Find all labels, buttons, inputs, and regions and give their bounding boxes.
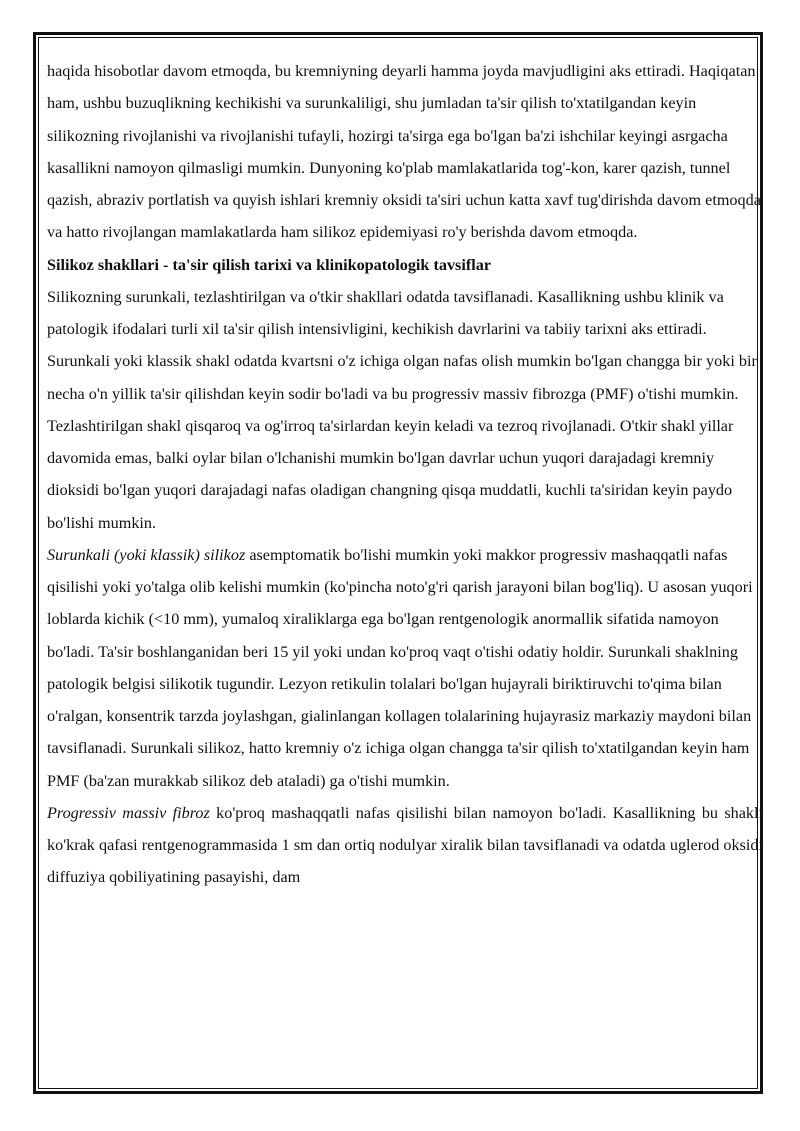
- paragraph-4-text: ko'proq mashaqqatli nafas qisilishi bilan namoyon bo'ladi. Kasallikning bu shakli ko'krak qafasi rentgenogrammasida 1 sm dan ortiq nodulyar xiralik bilan tavsiflanadi va odatda uglerod oksidi diffuziya qobiliyatining pasayishi, dam: [47, 803, 763, 887]
- document-body: [47, 55, 763, 894]
- paragraph-4: [47, 797, 763, 894]
- section-heading: Silikoz shakllari - ta'sir qilish tarixi va klinikopatologik tavsiflar: [47, 255, 492, 274]
- paragraph-3: [47, 539, 763, 797]
- paragraph-2: Silikozning surunkali, tezlashtirilgan va o'tkir shakllari odatda tavsiflanadi. Kasallikning ushbu klinik va patologik ifodalari turli xil ta'sir qilish intensivligini, kechikish davrlarini va tabiiy tarixni aks ettiradi. Surunkali yoki klassik shakl odatda kvartsni o'z ichiga olgan nafas olish mumkin bo'lgan changga bir yoki bir necha o'n yillik ta'sir qilishdan keyin sodir bo'ladi va bu progressiv massiv fibrozga (PMF) o'tishi mumkin. Tezlashtirilgan shakl qisqaroq va og'irroq ta'sirlardan keyin keladi va tezroq rivojlanadi. O'tkir shakl yillar davomida emas, balki oylar bilan o'lchanishi mumkin bo'lgan davrlar uchun yuqori darajadagi kremniy dioksidi bo'lgan yuqori darajadagi nafas oladigan changning qisqa muddatli, kuchli ta'siridan keyin paydo bo'lishi mumkin.: [47, 287, 757, 532]
- paragraph-1: haqida hisobotlar davom etmoqda, bu kremniyning deyarli hamma joyda mavjudligini aks ettiradi. Haqiqatan ham, ushbu buzuqlikning kechikishi va surunkaliligi, shu jumladan ta'sir qilish to'xtatilgandan keyin silikozning rivojlanishi va rivojlanishi tufayli, hozirgi ta'sirga ega bo'lgan ba'zi ishchilar keyingi asrgacha kasallikni namoyon qilmasligi mumkin. Dunyoning ko'plab mamlakatlarida tog'-kon, karer qazish, tunnel qazish, abraziv portlatish va quyish ishlari kremniy oksidi ta'siri uchun katta xavf tug'dirishda davom etmoqda va hatto rivojlangan mamlakatlarda ham silikoz epidemiyasi ro'y berishda davom etmoqda.: [47, 62, 761, 242]
- paragraph-3-term: Surunkali (yoki klassik) silikoz: [47, 545, 246, 564]
- paragraph-4-term: Progressiv massiv fibroz: [47, 803, 210, 822]
- paragraph-3-text: asemptomatik bo'lishi mumkin yoki makkor progressiv mashaqqatli nafas qisilishi yoki yo'talga olib kelishi mumkin (ko'pincha noto'g'ri qarish jarayoni bilan bog'liq). U asosan yuqori loblarda kichik (<10 mm), yumaloq xiraliklarga ega bo'lgan rentgenologik anormallik sifatida namoyon bo'ladi. Ta'sir boshlanganidan beri 15 yil yoki undan ko'proq vaqt o'tishi odatiy holdir. Surunkali shaklning patologik belgisi silikotik tugundir. Lezyon retikulin tolalari bo'lgan hujayrali biriktiruvchi to'qima bilan o'ralgan, konsentrik tarzda joylashgan, gialinlangan kollagen tolalarining hujayrasiz markaziy maydoni bilan tavsiflanadi. Surunkali silikoz, hatto kremniy o'z ichiga olgan changga ta'sir qilish to'xtatilgandan keyin ham PMF (ba'zan murakkab silikoz deb ataladi) ga o'tishi mumkin.: [47, 545, 753, 790]
